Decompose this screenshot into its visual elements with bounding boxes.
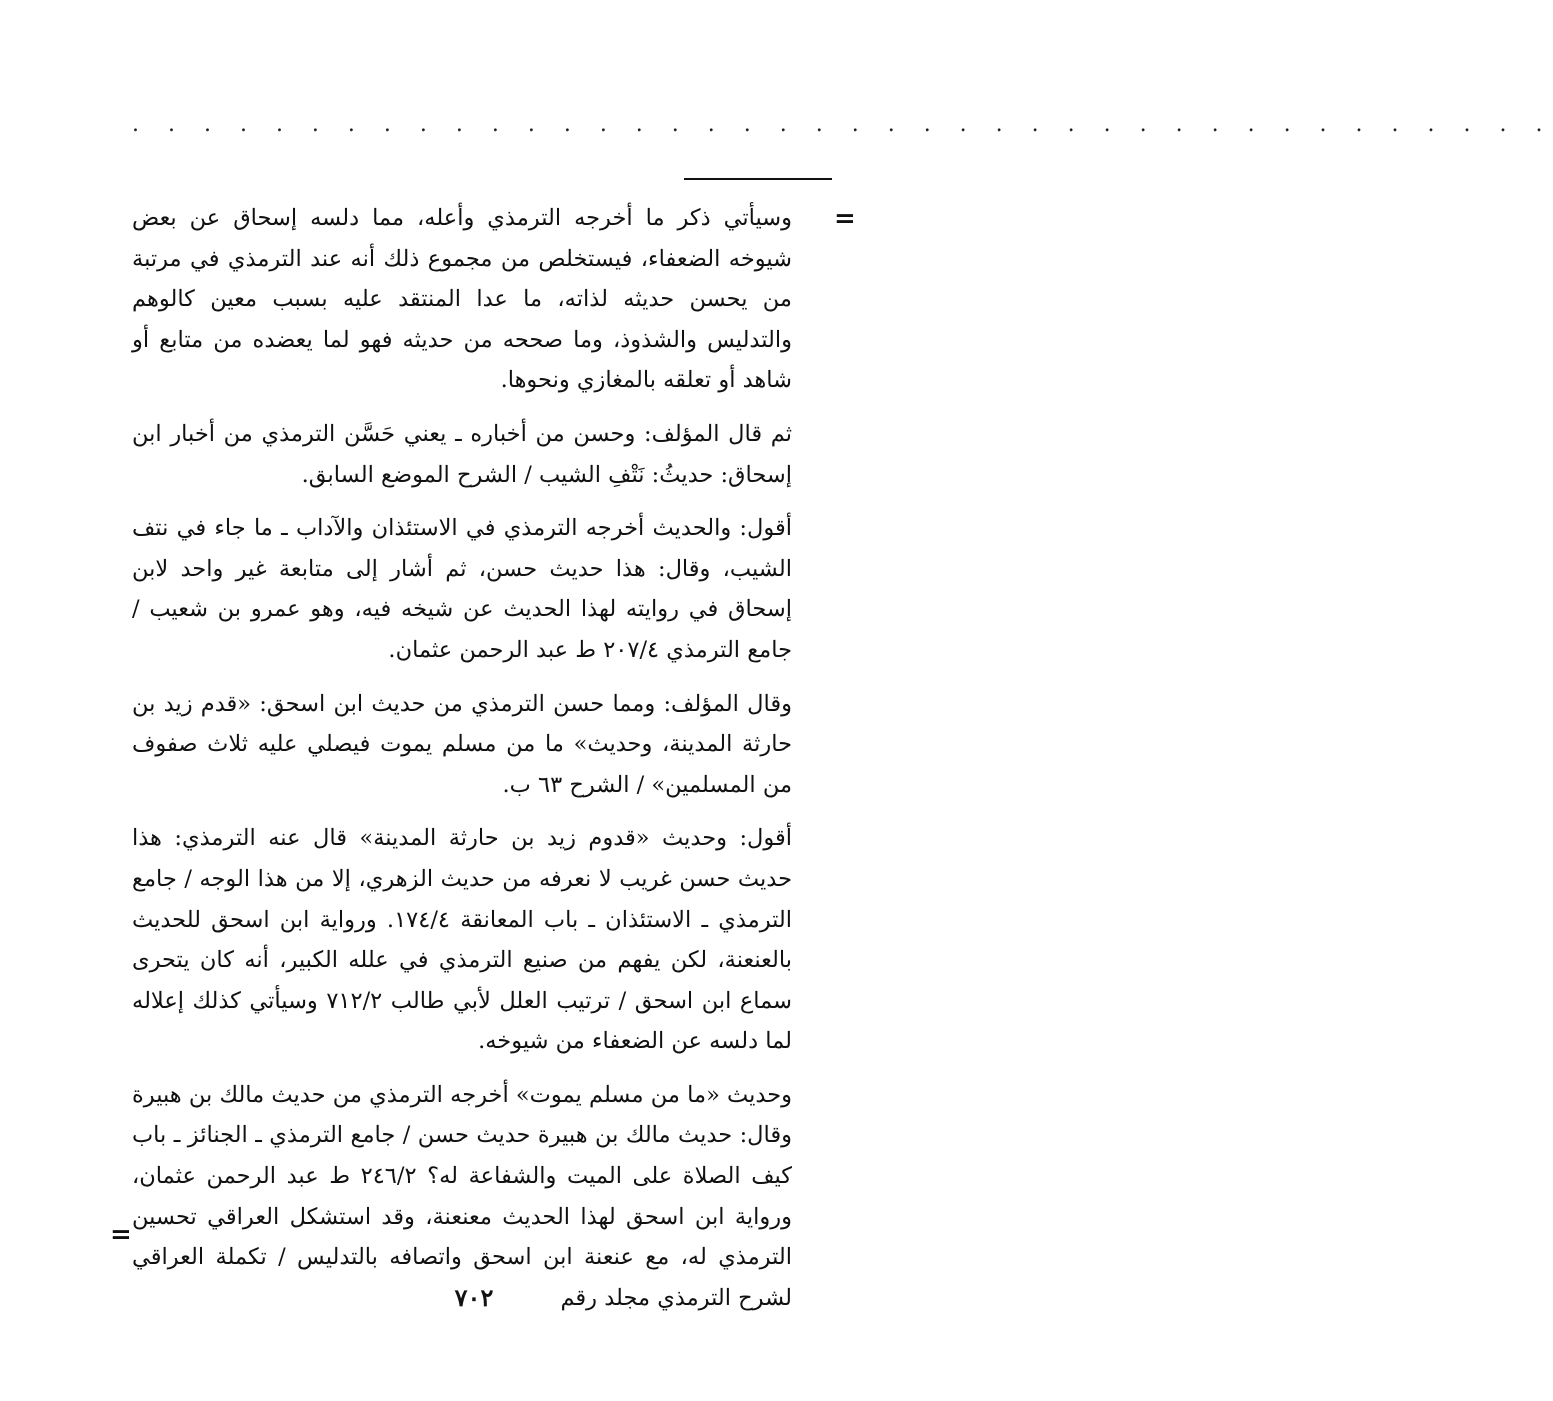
paragraph-5: أقول: وحديث «قدوم زيد بن حارثة المدينة» قال عنه الترمذي: هذا حديث حسن غريب لا نعرفه من حديث الزهري، إلا من هذا الوجه / جامع الترمذي ـ الاستئذان ـ باب المعانقة ١٧٤/٤. ورواية ابن اسحق للحديث بالعنعنة، لكن يفهم من صنيع الترمذي في علله الكبير، أنه كان يتحرى سماع ابن اسحق / ترتيب العلل لأبي طالب ٧١٢/٢ وسيأتي كذلك إعلاله لما دلسه عن الضعفاء من شيوخه. (132, 825, 793, 1055)
paragraph-3: أقول: والحديث أخرجه الترمذي في الاستئذان والآداب ـ ما جاء في نتف الشيب، وقال: هذا حديث حسن، ثم أشار إلى متابعة غير واحد لابن إسحاق في روايته لهذا الحديث عن شيخه فيه، وهو عمرو بن شعيب / جامع الترمذي ٢٠٧/٤ ط عبد الرحمن عثمان. (132, 515, 792, 663)
footnote-rule (684, 178, 832, 180)
continuation-mark-start: = (834, 204, 856, 234)
continuation-mark-end: = (110, 1220, 132, 1250)
page-number: ٧٠٢ (454, 1283, 494, 1312)
paragraph-2: ثم قال المؤلف: وحسن من أخباره ـ يعني حَسَّن الترمذي من أخبار ابن إسحاق: حديثُ: نَتْفِ الشيب / الشرح الموضع السابق. (132, 420, 792, 488)
paragraph-4: وقال المؤلف: ومما حسن الترمذي من حديث ابن اسحق: «قدم زيد بن حارثة المدينة، وحديث» ما من مسلم يموت فيصلي عليه ثلاث صفوف من المسلمين» / الشرح ٦٣ ب. (132, 690, 792, 798)
footnote-body (132, 198, 792, 1331)
separator-dots: . . . . . . . . . . . . . . . . . . . . . . . . . . . . . . . . . . . . . . . . (132, 112, 1553, 137)
paragraph-1: وسيأتي ذكر ما أخرجه الترمذي وأعله، مما دلسه إسحاق عن بعض شيوخه الضعفاء، فيستخلص من مجموع ذلك أنه عند الترمذي في مرتبة من يحسن حديثه لذاته، ما عدا المنتقد عليه بسبب معين كالوهم والتدليس والشذوذ، وما صححه من حديثه فهو لما يعضده من متابع أو شاهد أو تعلقه بالمغازي ونحوها. (132, 205, 792, 394)
paragraph-6: وحديث «ما من مسلم يموت» أخرجه الترمذي من حديث مالك بن هبيرة وقال: حديث مالك بن هبيرة حديث حسن / جامع الترمذي ـ الجنائز ـ باب كيف الصلاة على الميت والشفاعة له؟ ٢٤٦/٢ ط عبد الرحمن عثمان، ورواية ابن اسحق لهذا الحديث معنعنة، وقد استشكل العراقي تحسين الترمذي له، مع عنعنة ابن اسحق واتصافه بالتدليس / تكملة العراقي لشرح الترمذي مجلد رقم (132, 1081, 792, 1311)
